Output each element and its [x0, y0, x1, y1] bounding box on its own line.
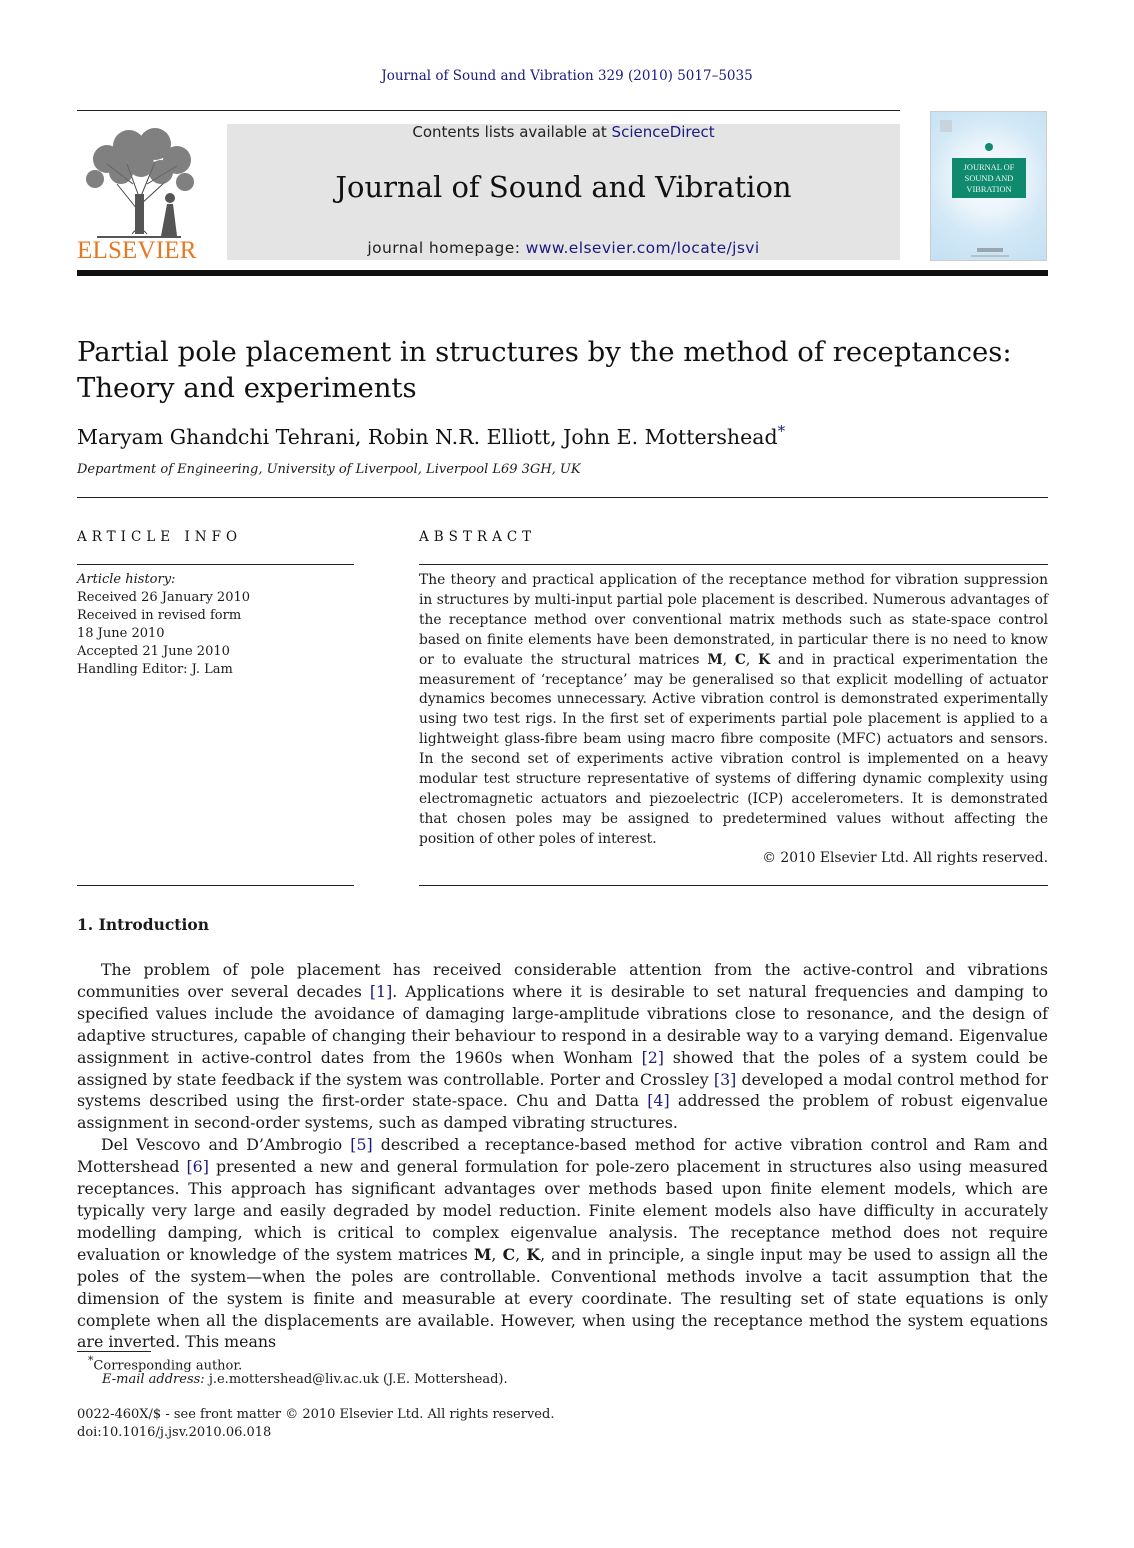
introduction-body: [77, 959, 1048, 1353]
cover-title-line: VIBRATION: [966, 185, 1012, 194]
abstract-rule-top: [419, 564, 1048, 565]
homepage-line: [227, 239, 900, 257]
reference-link[interactable]: [4]: [647, 1091, 670, 1111]
article-info-rule-bottom: [77, 885, 354, 886]
history-line: 18 June 2010: [77, 626, 165, 641]
matrix-k: K: [526, 1244, 541, 1264]
history-line: Handling Editor: J. Lam: [77, 662, 233, 677]
email-label: E-mail address:: [102, 1372, 205, 1387]
abstract-text: The theory and practical application of the receptance method for vibration suppression in structures by multi-input partial pole placement is described. Numerous advantages of the receptance method over conventional matrix methods such as state-space control based on finite elements have been demonstrated, in particular there is no need to know or to evaluate the structural matrices M, C, K and in practical experimentation the measurement of ‘receptance’ may be generalised so that explicit modelling of actuator dynamics becomes unnecessary. Active vibration control is demonstrated experimentally using two test rigs. In the first set of experiments partial pole placement is applied to a lightweight glass-fibre beam using macro fibre composite (MFC) actuators and sensors. In the second set of experiments active vibration control is implemented on a heavy modular test structure representative of systems of differing dynamic complexity using electromagnetic actuators and piezoelectric (ICP) accelerometers. It is demonstrated that chosen poles may be assigned to predetermined values without affecting the position of other poles of interest.: [419, 572, 1048, 847]
homepage-prefix: journal homepage:: [367, 239, 526, 257]
reference-link[interactable]: [3]: [713, 1069, 737, 1089]
title-rule: [77, 497, 1048, 498]
homepage-link[interactable]: www.elsevier.com/locate/jsvi: [525, 239, 760, 257]
journal-citation[interactable]: Journal of Sound and Vibration 329 (2010) 5017–5035: [381, 68, 753, 84]
history-line: Received 26 January 2010: [77, 590, 251, 605]
reference-link[interactable]: [6]: [186, 1157, 209, 1177]
article-info-heading: ARTICLE INFO: [77, 529, 243, 545]
abstract-heading: ABSTRACT: [419, 529, 537, 545]
title-line-2: Theory and experiments: [77, 372, 417, 404]
corresponding-author-mark[interactable]: *: [777, 422, 786, 440]
doi-line[interactable]: doi:10.1016/j.jsv.2010.06.018: [77, 1425, 272, 1440]
author-list: [77, 422, 1057, 449]
article-history: [77, 571, 354, 679]
matrix-m: M: [707, 651, 723, 668]
elsevier-wordmark: ELSEVIER: [77, 237, 197, 264]
affiliation: Department of Engineering, University of Liverpool, Liverpool L69 3GH, UK: [77, 462, 581, 477]
header-thick-rule: [77, 270, 1048, 276]
matrix-k: K: [758, 651, 771, 668]
email-note: E-mail address: j.e.mottershead@liv.ac.uk (J.E. Mottershead).: [102, 1372, 508, 1387]
corresponding-author-note: *Corresponding author.: [88, 1354, 243, 1374]
title-line-1: Partial pole placement in structures by the method of receptances:: [77, 336, 1012, 368]
reference-link[interactable]: [1]: [369, 981, 393, 1001]
history-label: Article history:: [77, 572, 176, 587]
issn-line: 0022-460X/$ - see front matter © 2010 Elsevier Ltd. All rights reserved.: [77, 1407, 555, 1422]
footnote-mark: *: [88, 1354, 94, 1367]
paragraph: The problem of pole placement has received considerable attention from the active-control and vibrations communities over several decades [1]. Applications where it is desirable to set natural frequencies and damping to specified values include the avoidance of damaging large-amplitude vibrations close to resonance, and the design of adaptive structures, capable of changing their behaviour to respond in a desirable way to a varying demand. Eigenvalue assignment in active-control dates from the 1960s when Wonham [2] showed that the poles of a system could be assigned by state feedback if the system was controllable. Porter and Crossley [3] developed a modal control method for systems described using the first-order state-space. Chu and Datta [4] addressed the problem of robust eigenvalue assignment in second-order systems, such as damped vibrating structures.: [77, 960, 1048, 1133]
matrix-c: C: [502, 1244, 516, 1264]
authors-text: Maryam Ghandchi Tehrani, Robin N.R. Elliott, John E. Mottershead: [77, 424, 778, 449]
reference-link[interactable]: [2]: [641, 1047, 664, 1067]
matrix-m: M: [473, 1244, 492, 1264]
abstract-part: and in practical experimentation the measurement of ‘receptance’ may be generalised so that explicit modelling of actuator dynamics becomes unnecessary. Active vibration control is demonstrated experimentally using two test rigs. In the first set of experiments partial pole placement is applied to a lightweight glass-fibre beam using macro fibre composite (MFC) actuators and sensors. In the second set of experiments active vibration control is implemented on a heavy modular test structure representative of systems of differing dynamic complexity using electromagnetic actuators and piezoelectric (ICP) accelerometers. It is demonstrated that chosen poles may be assigned to predetermined values without affecting the position of other poles of interest.: [419, 651, 1048, 847]
matrix-c: C: [734, 651, 746, 668]
cover-title-line: JOURNAL OF: [963, 163, 1015, 172]
article-title: [77, 334, 1057, 406]
history-line: Received in revised form: [77, 608, 242, 623]
journal-title: Journal of Sound and Vibration: [335, 170, 792, 204]
history-line: Accepted 21 June 2010: [77, 644, 230, 659]
footnote-rule: [77, 1351, 151, 1352]
paragraph: Del Vescovo and D’Ambrogio [5] described a receptance-based method for active vibration control and Ram and Mottershead [6] presented a new and general formulation for pole-zero placement in structures also using measured receptances. This approach has significant advantages over methods based upon finite element models, which are typically very large and easily degraded by model reduction. Finite element models also have difficulty in accurately modelling damping, which is critical to complex eigenvalue analysis. The receptance method does not require evaluation or knowledge of the system matrices M, C, K, and in principle, a single input may be used to assign all the poles of the system—when the poles are controllable. Conventional methods involve a tacit assumption that the dimension of the system is finite and measurable at every coordinate. The resulting set of state equations is only complete when all the displacements are available. However, when using the receptance method the system equations are inverted. This means: [77, 1135, 1049, 1352]
sciencedirect-link[interactable]: ScienceDirect: [611, 123, 715, 141]
contents-prefix: Contents lists available at: [412, 123, 612, 141]
abstract-rule-bottom: [419, 885, 1048, 886]
reference-link[interactable]: [5]: [350, 1135, 373, 1155]
email-link[interactable]: j.e.mottershead@liv.ac.uk: [208, 1372, 379, 1387]
section-heading-introduction: 1. Introduction: [77, 915, 209, 934]
abstract-part: The theory and practical application of the receptance method for vibration suppression in structures by multi-input partial pole placement is described. Numerous advantages of the receptance method over conventional matrix methods such as state-space control based on finite elements have been demonstrated, in particular there is no need to know or to evaluate the structural matrices: [419, 572, 1048, 668]
cover-title-line: SOUND AND: [964, 174, 1014, 183]
abstract-copyright: © 2010 Elsevier Ltd. All rights reserved.: [762, 850, 1048, 866]
article-info-rule-top: [77, 564, 354, 565]
contents-line: [227, 123, 900, 141]
header-top-rule: [77, 110, 900, 111]
cover-journal-title: [952, 158, 1026, 198]
